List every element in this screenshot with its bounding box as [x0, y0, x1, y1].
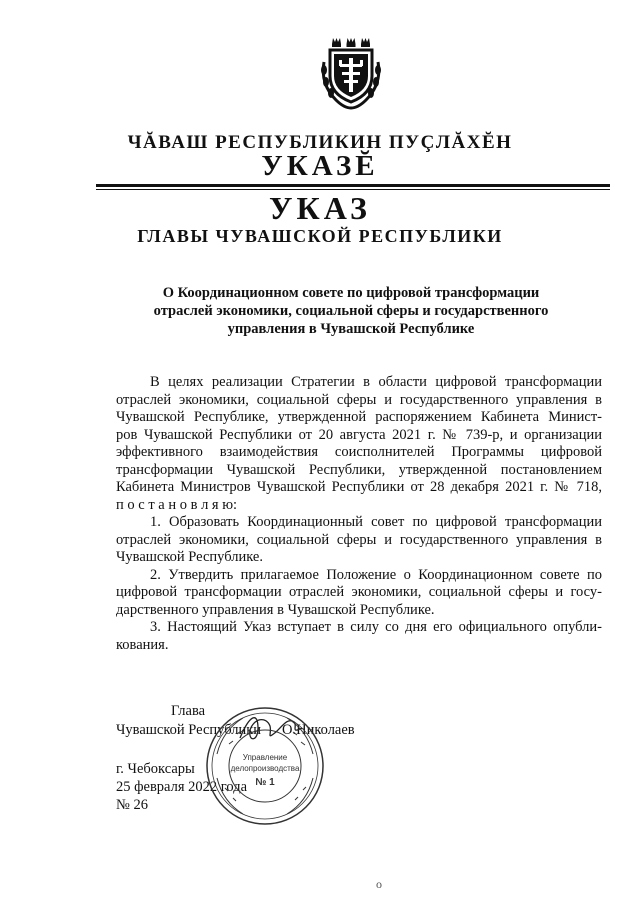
- document-title-line: управления в Чувашской Республике: [227, 321, 475, 337]
- chuvash-decree-title: УКАЗĔ: [261, 150, 379, 182]
- body-line: Чувашской Республике.: [116, 549, 263, 565]
- body-line: отраслей экономики, социальной сферы и государственного управления в: [116, 531, 602, 548]
- stamp-line-3: № 1: [255, 777, 275, 788]
- body-line: 2. Утвердить прилагаемое Положение о Координационном совете по: [150, 566, 602, 583]
- body-line: цифровой трансформации отраслей экономики, социальной сферы и госу-: [116, 584, 602, 600]
- chuvash-emblem-icon: [318, 36, 384, 112]
- body-line: 1. Образовать Координационный совет по цифровой трансформации: [150, 514, 602, 530]
- body-line: 3. Настоящий Указ вступает в силу со дня его официального опубли-: [150, 619, 602, 635]
- body-line: отраслей экономики, социальной сферы и государственного управления в: [116, 391, 602, 408]
- body-line: эффективного взаимодействия соисполнителей Программы цифровой: [116, 444, 602, 460]
- stamp-line-2: делопроизводства: [230, 764, 300, 773]
- decree-subtitle: ГЛАВЫ ЧУВАШСКОЙ РЕСПУБЛИКИ: [137, 226, 503, 246]
- body-line: В целях реализации Стратегии в области цифровой трансформации: [150, 374, 602, 390]
- body-line: Чувашской Республике, утвержденной распоряжением Кабинета Минист-: [116, 409, 602, 425]
- document-title-line: отраслей экономики, социальной сферы и государственного: [153, 303, 549, 319]
- body-line: ров Чувашской Республики от 20 августа 2021 г. № 739-р, и организации: [116, 426, 602, 443]
- decree-title: УКАЗ: [269, 190, 371, 226]
- stamp-line-1: Управление: [242, 753, 288, 762]
- chuvash-header-line: ЧĂВАШ РЕСПУБЛИКИН ПУÇЛĂХĔН: [127, 132, 513, 153]
- body-line: кования.: [116, 636, 169, 653]
- body-line-decree-word: п о с т а н о в л я ю:: [116, 496, 238, 513]
- footer-mark: о: [376, 877, 382, 891]
- signatory-region: Чувашской Республики: [116, 722, 262, 738]
- document-title-line: О Координационном совете по цифровой трансформации: [162, 285, 540, 301]
- header-divider-thick: [96, 184, 610, 187]
- issue-date: 25 февраля 2022 года: [116, 779, 248, 795]
- signatory-position: Глава: [171, 703, 206, 719]
- decree-number: № 26: [116, 797, 148, 813]
- body-line: дарственного управления в Чувашской Республике.: [116, 601, 435, 618]
- body-line: Кабинета Министров Чувашской Республики от 28 декабря 2021 г. № 718,: [116, 479, 602, 495]
- document-title: [120, 284, 582, 338]
- signatory-name: О.Николаев: [282, 722, 355, 738]
- decree-body: [116, 374, 602, 654]
- body-line: трансформации Чувашской Республики, утвержденной постановлением: [116, 461, 602, 478]
- issue-city: г. Чебоксары: [116, 761, 195, 777]
- official-seal-stamp: [203, 704, 327, 828]
